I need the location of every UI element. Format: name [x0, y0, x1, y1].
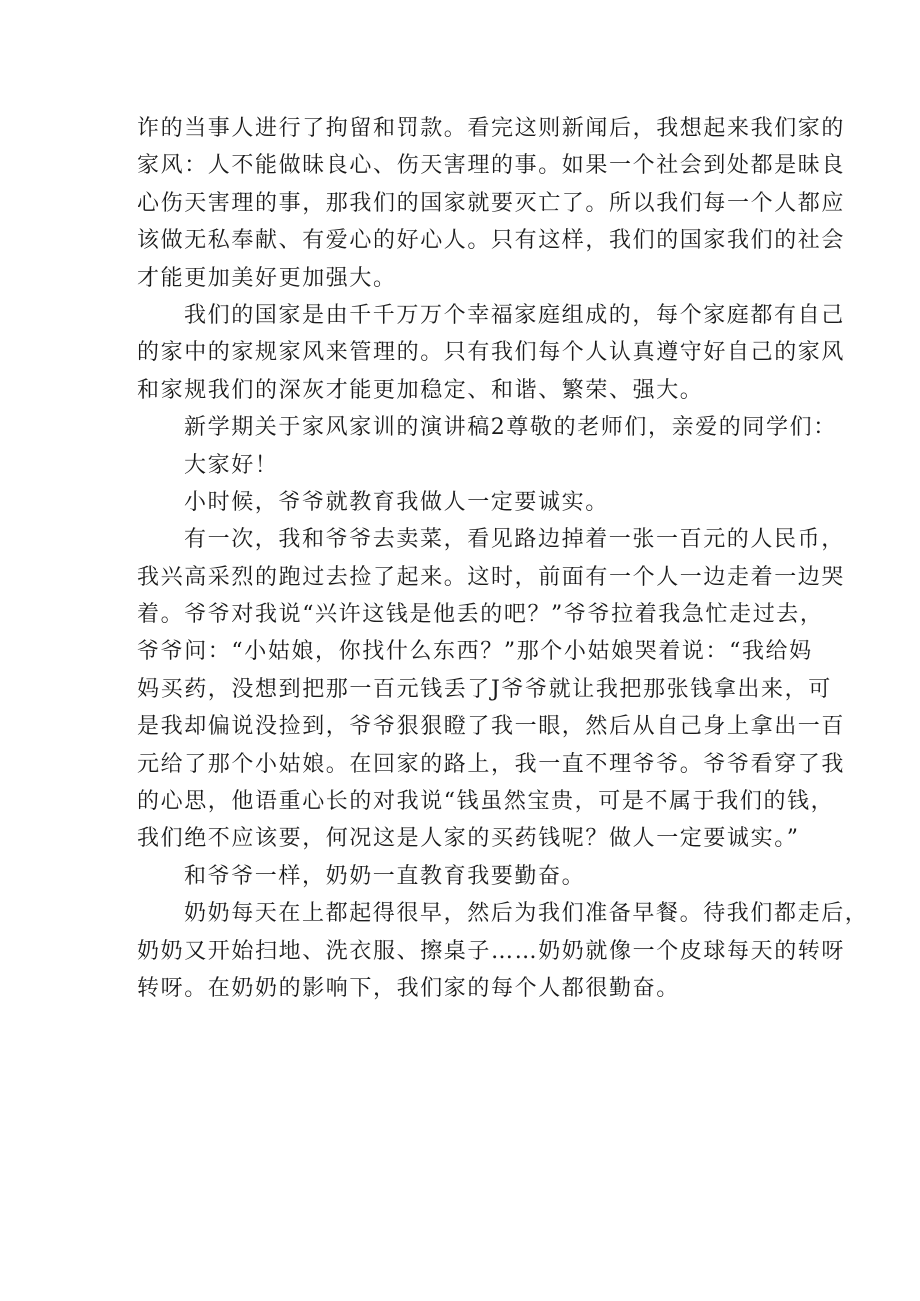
text-line: 奶奶又开始扫地、洗衣服、擦桌子……奶奶就像一个皮球每天的转呀	[137, 938, 846, 964]
text-line: 大家好！	[184, 452, 279, 478]
text-line: 的心思，他语重心长的对我说“钱虽然宝贵，可是不属于我们的钱，	[137, 789, 835, 815]
text-line: 家风：人不能做昧良心、伤天害理的事。如果一个社会到处都是昧良	[137, 153, 846, 179]
text-line: 小时候，爷爷就教育我做人一定要诚实。	[184, 489, 609, 515]
paragraph	[137, 110, 846, 297]
paragraph	[137, 521, 846, 858]
paragraph	[137, 447, 797, 484]
text-line: 和爷爷一样，奶奶一直教育我要勤奋。	[184, 863, 586, 889]
text-line: 妈买药，没想到把那一百元钱丢了J爷爷就让我把那张钱拿出来，可	[137, 676, 832, 702]
text-line: 心伤天害理的事，那我们的国家就要灭亡了。所以我们每一个人都应	[137, 190, 846, 216]
document-body	[137, 110, 869, 1007]
text-line: 诈的当事人进行了拘留和罚款。看完这则新闻后，我想起来我们家的	[137, 116, 846, 141]
text-line: 新学期关于家风家训的演讲稿2尊敬的老师们，亲爱的同学们：	[184, 415, 837, 441]
paragraph	[137, 858, 797, 895]
text-line: 爷爷问：“小姑娘，你找什么东西？”那个小姑娘哭着说：“我给妈	[137, 639, 813, 665]
paragraph	[137, 484, 797, 521]
text-line: 转呀。在奶奶的影响下，我们家的每个人都很勤奋。	[137, 975, 680, 1001]
paragraph	[137, 895, 869, 1007]
text-line: 该做无私奉献、有爱心的好心人。只有这样，我们的国家我们的社会	[137, 228, 846, 254]
text-line: 我兴高采烈的跑过去捡了起来。这时，前面有一个人一边走着一边哭	[137, 564, 846, 590]
text-line: 的家中的家规家风来管理的。只有我们每个人认真遵守好自己的家风	[137, 340, 846, 366]
text-line: 有一次，我和爷爷去卖菜，看见路边掉着一张一百元的人民币，	[184, 527, 845, 553]
text-line: 是我却偏说没捡到，爷爷狠狠瞪了我一眼，然后从自己身上拿出一百	[137, 714, 846, 740]
text-line: 我们的国家是由千千万万个幸福家庭组成的，每个家庭都有自己	[184, 302, 845, 328]
text-line: 和家规我们的深灰才能更加稳定、和谐、繁荣、强大。	[137, 377, 704, 403]
text-line: 元给了那个小姑娘。在回家的路上，我一直不理爷爷。爷爷看穿了我	[137, 751, 846, 777]
text-line: 着。爷爷对我说“兴许这钱是他丢的吧？”爷爷拉着我急忙走过去，	[137, 602, 824, 628]
text-line: 我们绝不应该要，何况这是人家的买药钱呢？做人一定要诚实。”	[137, 826, 800, 852]
paragraph	[137, 297, 846, 409]
text-line: 才能更加美好更加强大。	[137, 265, 397, 291]
text-line: 奶奶每天在上都起得很早，然后为我们准备早餐。待我们都走后，	[184, 901, 869, 927]
paragraph	[137, 409, 837, 446]
